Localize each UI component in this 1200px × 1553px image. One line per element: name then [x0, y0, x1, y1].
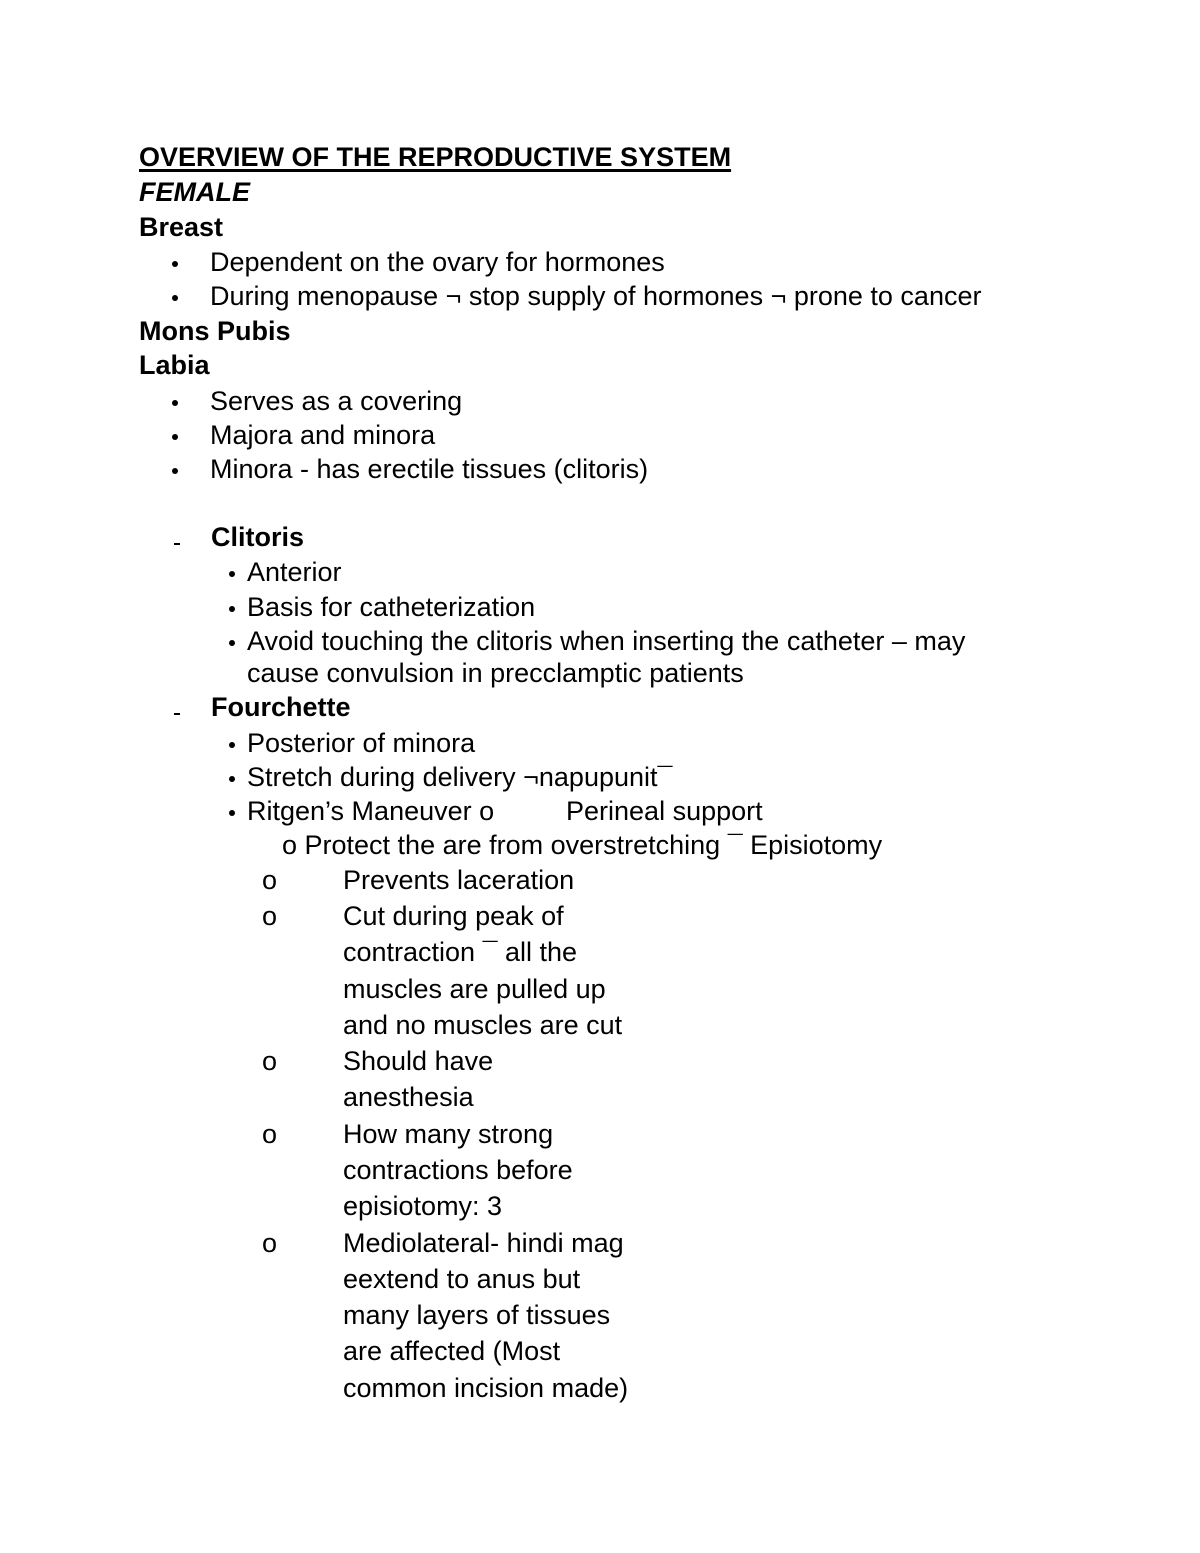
- bullet: [229, 776, 235, 782]
- sub-item-line: contractions before: [343, 1155, 573, 1185]
- list-item: During menopause ¬ stop supply of hormones ¬ prone to cancer: [210, 281, 982, 311]
- list-item: Dependent on the ovary for hormones: [210, 247, 665, 277]
- perineal-support: Perineal support: [566, 796, 763, 826]
- bullet: [172, 295, 178, 301]
- sub-item-line: contraction ¯ all the: [343, 937, 578, 967]
- sub-item-line: muscles are pulled up: [343, 974, 606, 1004]
- sub-item-line: How many strong: [343, 1119, 554, 1149]
- heading-fourchette: Fourchette: [211, 692, 351, 722]
- bullet: [229, 571, 235, 577]
- sub-item-marker: o: [262, 1046, 278, 1076]
- dash-marker: [174, 713, 180, 715]
- bullet: [229, 742, 235, 748]
- sub-item-line: anesthesia: [343, 1082, 474, 1112]
- list-item: Minora - has erectile tissues (clitoris): [210, 454, 649, 484]
- list-item: Majora and minora: [210, 420, 436, 450]
- bullet: [172, 468, 178, 474]
- heading-labia: Labia: [139, 350, 210, 380]
- sub-item-line: Cut during peak of: [343, 901, 564, 931]
- bullet: [229, 606, 235, 612]
- bullet: [172, 261, 178, 267]
- heading-mons-pubis: Mons Pubis: [139, 316, 291, 346]
- heading-clitoris: Clitoris: [211, 522, 305, 552]
- bullet: [229, 810, 235, 816]
- sub-item-line: eextend to anus but: [343, 1264, 581, 1294]
- sub-item-line: episiotomy: 3: [343, 1191, 503, 1221]
- list-item: Basis for catheterization: [247, 592, 536, 622]
- sub-item-marker: o: [262, 865, 278, 895]
- sub-item-line: Mediolateral- hindi mag: [343, 1228, 624, 1258]
- dash-marker: [174, 543, 180, 545]
- sub-item-line: and no muscles are cut: [343, 1010, 623, 1040]
- section-female: FEMALE: [139, 177, 250, 207]
- bullet: [229, 640, 235, 646]
- bullet: [172, 400, 178, 406]
- list-item: Stretch during delivery ¬napupunit¯: [247, 762, 673, 792]
- sub-item-line: Should have: [343, 1046, 494, 1076]
- protect-line: o Protect the are from overstretching ¯ Episiotomy: [282, 830, 883, 860]
- sub-item-marker: o: [262, 1228, 278, 1258]
- sub-item-line: many layers of tissues: [343, 1300, 611, 1330]
- heading-breast: Breast: [139, 212, 224, 242]
- sub-item-line: are affected (Most: [343, 1336, 561, 1366]
- bullet: [172, 434, 178, 440]
- sub-item-marker: o: [262, 1119, 278, 1149]
- list-item: Posterior of minora: [247, 728, 476, 758]
- list-item: Serves as a covering: [210, 386, 463, 416]
- list-item-continuation: cause convulsion in precclamptic patients: [247, 658, 744, 688]
- list-item: Anterior: [247, 557, 342, 587]
- list-item: Avoid touching the clitoris when inserting the catheter – may: [247, 626, 966, 656]
- sub-item-line: common incision made): [343, 1373, 629, 1403]
- page-title: OVERVIEW OF THE REPRODUCTIVE SYSTEM: [139, 142, 732, 172]
- sub-item-marker: o: [262, 901, 278, 931]
- ritgen-maneuver-label: Ritgen’s Maneuver o: [247, 796, 495, 826]
- sub-item-line: Prevents laceration: [343, 865, 575, 895]
